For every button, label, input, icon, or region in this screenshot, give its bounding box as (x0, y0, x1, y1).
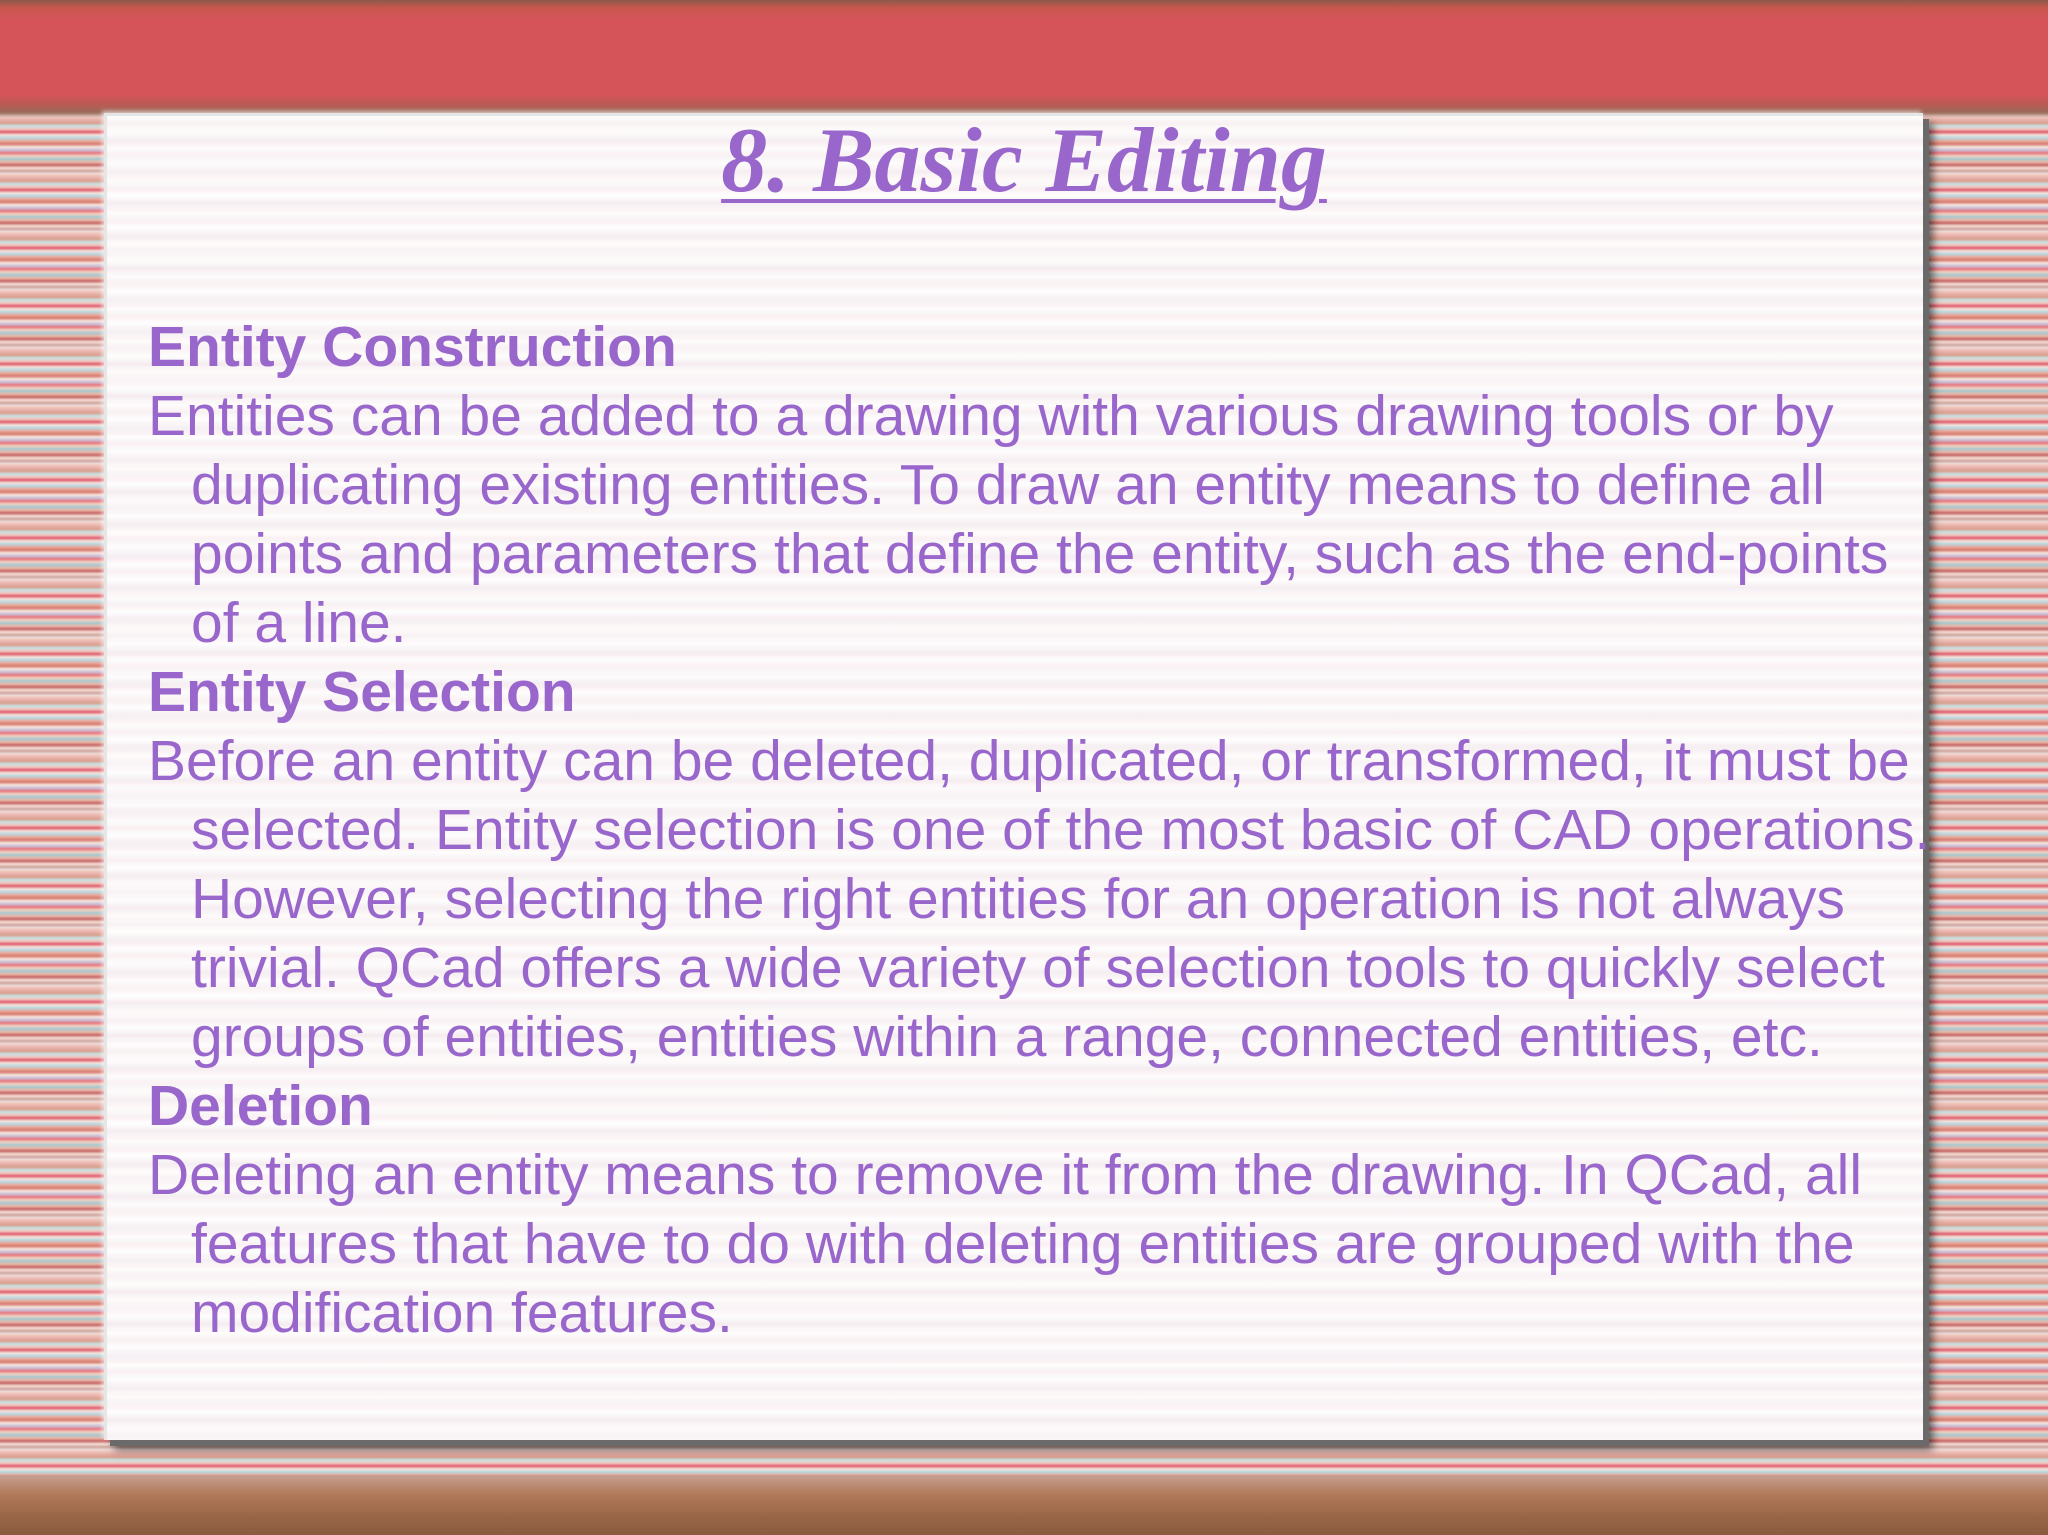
section-body-entity-selection: Before an entity can be deleted, duplicated, or transformed, it must be selected. Entity selection is one of the most basic of CAD operations. However, selecting the right entities for an operation is not always trivial. QCad offers a wide variety of selection tools to quickly select groups of entities, entities within a range, connected entities, etc. (148, 729, 1931, 1069)
section-heading-deletion: Deletion (148, 1074, 373, 1138)
section-heading-entity-construction: Entity Construction (148, 315, 677, 379)
slide-title: 8. Basic Editing (721, 109, 1327, 211)
background-bottom-band (0, 1475, 2048, 1535)
section-body-deletion: Deleting an entity means to remove it from the drawing. In QCad, all features that have to do with deleting entities are grouped with the modification features. (148, 1143, 1862, 1345)
section-body-entity-construction: Entities can be added to a drawing with various drawing tools or by duplicating existing entities. To draw an entity means to define all points and parameters that define the entity, such as the end-points of a line. (148, 384, 1889, 655)
slide-content (148, 313, 1938, 1348)
section-heading-entity-selection: Entity Selection (148, 660, 576, 724)
